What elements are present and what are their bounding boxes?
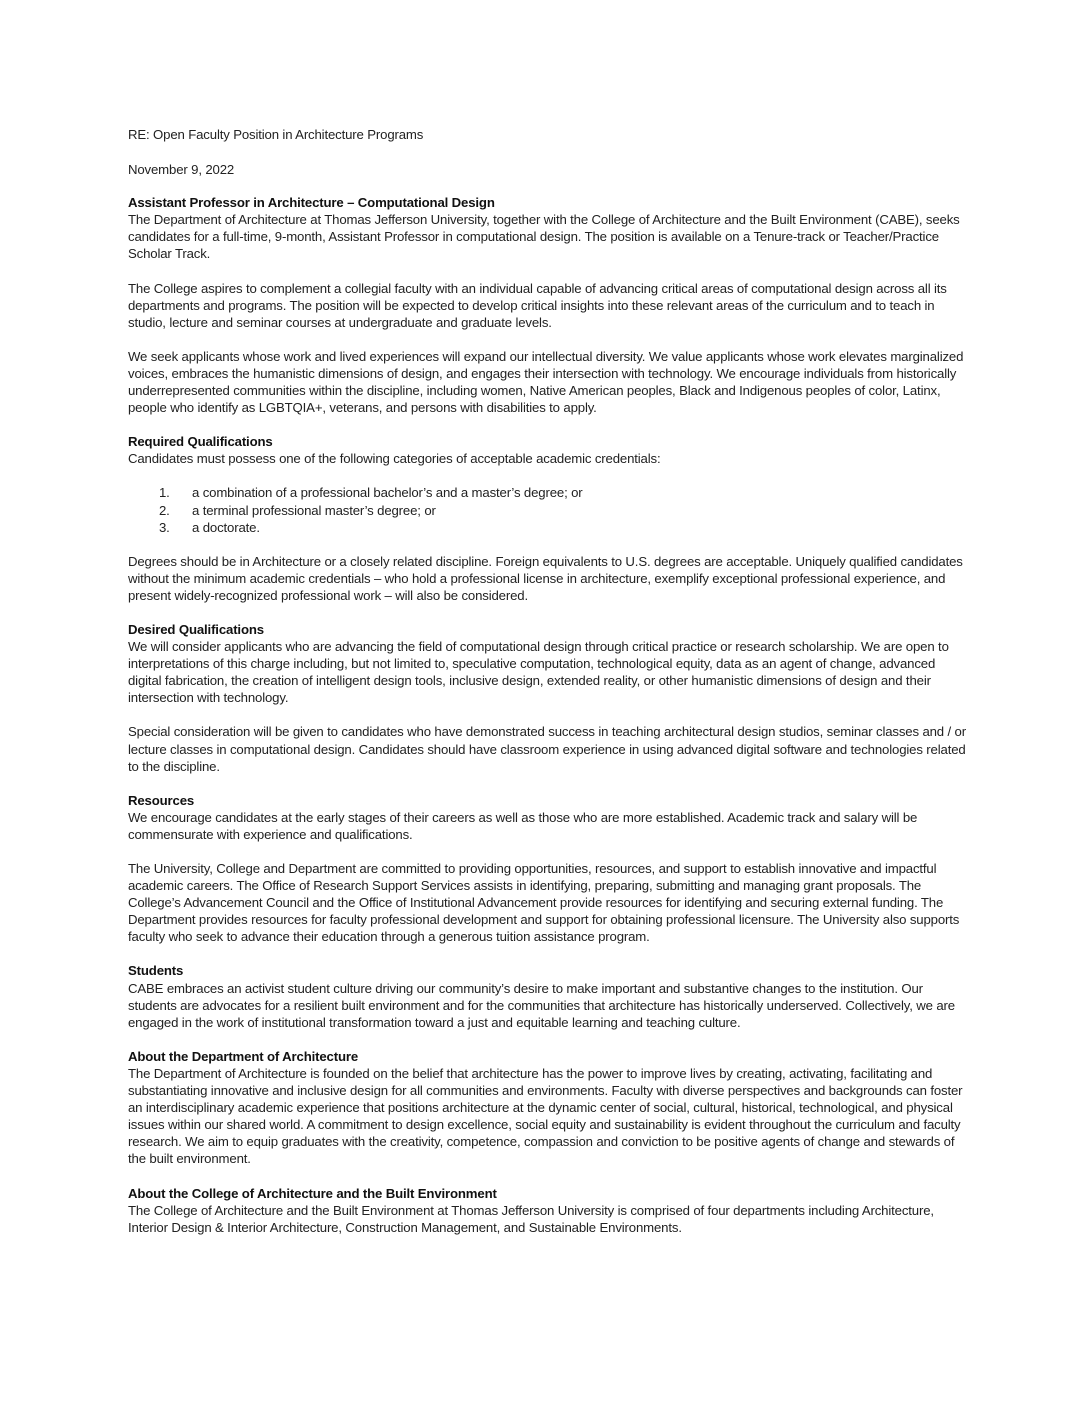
- paragraph: Candidates must possess one of the following categories of acceptable academic credentials:: [128, 451, 661, 467]
- section-title-required: Required Qualifications: [128, 434, 273, 450]
- section-title-position: Assistant Professor in Architecture – Computational Design: [128, 195, 495, 211]
- paragraph: We seek applicants whose work and lived experiences will expand our intellectual diversity. We value applicants whose work elevates marginalized voices, embraces the humanistic dimensions of design, and engages their intersection with technology. We encourage individuals from historically underrepresented communities within the discipline, including women, Native American peoples, Black and Indigenous peoples of color, Latinx, people who identify as LGBTQIA+, veterans, and persons with disabilities to apply.: [128, 348, 964, 416]
- paragraph: Degrees should be in Architecture or a closely related discipline. Foreign equivalents to U.S. degrees are acceptable. Uniquely qualified candidates without the minimum academic credentials – who hold a professional license in architecture, exemplify exceptional professional experience, and present widely-recognized professional work – will also be considered.: [128, 553, 963, 603]
- section-title-college: About the College of Architecture and the Built Environment: [128, 1185, 497, 1201]
- list-number: 1.: [159, 485, 170, 501]
- section-title-resources: Resources: [128, 792, 195, 808]
- paragraph: CABE embraces an activist student culture driving our community’s desire to make important and substantive changes to the institution. Our students are advocates for a resilient built environment and for the communities that architecture has historically underserved. Collectively, we are engaged in the work of institutional transformation toward a just and equitable learning and teaching culture.: [128, 980, 955, 1030]
- paragraph: The University, College and Department are committed to providing opportunities, resources, and support to establish innovative and impactful academic careers. The Office of Research Support Services assists in identifying, preparing, submitting and managing grant proposals. The College’s Advancement Council and the Office of Institutional Advancement provide resources for identifying and securing external funding. The Department provides resources for faculty professional development and support for obtaining professional licensure. The University also supports faculty who seek to advance their education through a generous tuition assistance program.: [128, 861, 960, 945]
- list-item: [128, 484, 966, 501]
- list-number: 2.: [159, 502, 170, 518]
- list-text: a doctorate.: [192, 519, 260, 535]
- list-item: [128, 502, 966, 519]
- list-number: 3.: [159, 519, 170, 535]
- paragraph: We encourage candidates at the early stages of their careers as well as those who are more established. Academic track and salary will be commensurate with experience and qualifications.: [128, 809, 918, 842]
- paragraph: The Department of Architecture at Thomas Jefferson University, together with the College of Architecture and the Built Environment (CABE), seeks candidates for a full-time, 9-month, Assistant Professor in computational design. The position is available on a Tenure-track or Teacher/Practice Scholar Track.: [128, 212, 960, 262]
- paragraph: The College of Architecture and the Built Environment at Thomas Jefferson University is comprised of four departments including Architecture, Interior Design & Interior Architecture, Construction Management, and Sustainable Environments.: [128, 1202, 934, 1235]
- paragraph: The College aspires to complement a collegial faculty with an individual capable of advancing critical areas of computational design across all its departments and programs. The position will be expected to develop critical insights into these relevant areas of the curriculum and to teach in studio, lecture and seminar courses at undergraduate and graduate levels.: [128, 280, 947, 330]
- re-line: RE: Open Faculty Position in Architecture Programs: [128, 127, 424, 142]
- paragraph: We will consider applicants who are advancing the field of computational design through critical practice or research scholarship. We are open to interpretations of this charge including, but not limited to, speculative computation, technological equity, data as an agent of change, advanced digital fabrication, the creation of intelligent design tools, inclusive design, extended reality, or other humanistic dimensions of design and their intersection with technology.: [128, 639, 949, 706]
- paragraph: Special consideration will be given to candidates who have demonstrated success in teaching architectural design studios, seminar classes and / or lecture classes in computational design. Candidates should have classroom experience in using advanced digital software and technologies related to the discipline.: [128, 724, 966, 774]
- qualifications-list: [128, 484, 966, 535]
- section-title-students: Students: [128, 963, 184, 979]
- list-item: [128, 519, 966, 536]
- list-text: a terminal professional master’s degree; or: [192, 502, 436, 518]
- paragraph: The Department of Architecture is founded on the belief that architecture has the power to improve lives by creating, activating, facilitating and substantiating innovative and inclusive design for all communities and environments. Faculty with diverse perspectives and backgrounds can foster an interdisciplinary academic experience that positions architecture at the dynamic center of social, cultural, historical, technological, and physical issues within our shared world. A commitment to design excellence, social equity and sustainability is evident throughout the curriculum and faculty research. We aim to equip graduates with the creativity, competence, compassion and conviction to be positive agents of change and stewards of the built environment.: [128, 1065, 963, 1167]
- letter-date: November 9, 2022: [128, 162, 235, 178]
- document-page: [128, 126, 966, 1253]
- section-title-desired: Desired Qualifications: [128, 621, 264, 637]
- list-text: a combination of a professional bachelor’s and a master’s degree; or: [192, 485, 583, 501]
- section-title-department: About the Department of Architecture: [128, 1048, 359, 1064]
